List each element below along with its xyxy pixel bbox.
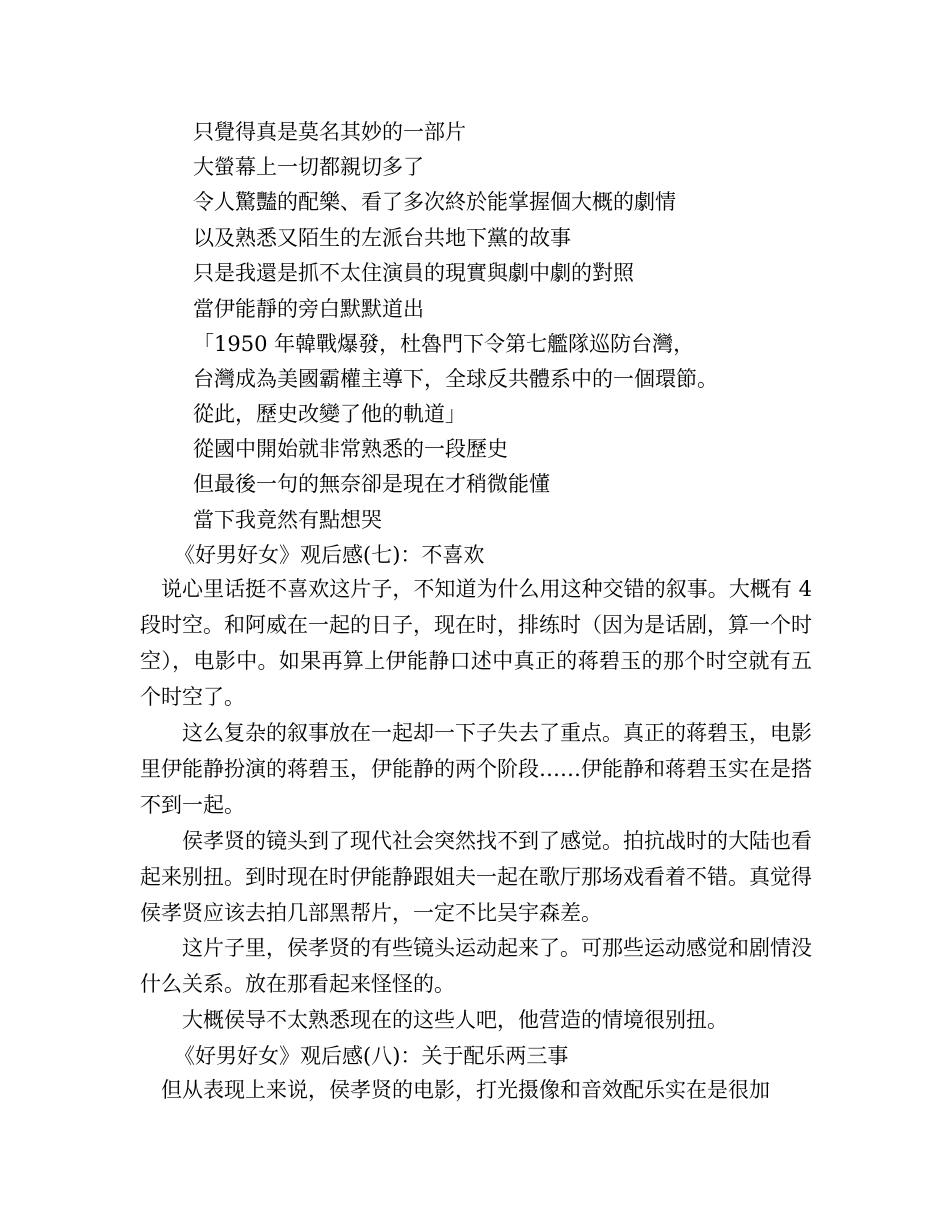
poem-line: 當伊能靜的旁白默默道出 — [193, 297, 424, 321]
paragraph: 这么复杂的叙事放在一起却一下子失去了重点。真正的蒋碧玉，电影里伊能静扮演的蒋碧玉，伊能静的两个阶段……伊能静和蒋碧玉实在是搭不到一起。 — [140, 721, 812, 817]
poem-line: 從國中開始就非常熟悉的一段歷史 — [193, 437, 508, 461]
poem-line: 從此，歷史改變了他的軌道」 — [193, 402, 466, 426]
poem-line: 當下我竟然有點想哭 — [193, 508, 382, 532]
poem-line: 令人驚豔的配樂、看了多次終於能掌握個大概的劇情 — [193, 190, 676, 214]
section-heading: 《好男好女》观后感(七)：不喜欢 — [174, 543, 485, 567]
paragraph: 大概侯导不太熟悉现在的这些人吧，他营造的情境很别扭。 — [140, 1008, 728, 1032]
poem-line: 只覺得真是莫名其妙的一部片 — [193, 120, 466, 144]
poem-line: 「1950 年韓戰爆發，杜魯門下令第七艦隊巡防台灣， — [193, 332, 695, 356]
poem-line: 台灣成為美國霸權主導下，全球反共體系中的一個環節。 — [193, 367, 718, 391]
paragraph: 侯孝贤的镜头到了现代社会突然找不到了感觉。拍抗战时的大陆也看起来别扭。到时现在时伊能静跟姐夫一起在歌厅那场戏看着不错。真觉得侯孝贤应该去拍几部黑帮片，一定不比吴宇森差。 — [140, 829, 812, 925]
poem-line: 只是我還是抓不太住演員的現實與劇中劇的對照 — [193, 261, 634, 285]
paragraph: 这片子里，侯孝贤的有些镜头运动起来了。可那些运动感觉和剧情没什么关系。放在那看起来怪怪的。 — [140, 936, 812, 996]
paragraph: 说心里话挺不喜欢这片子，不知道为什么用这种交错的叙事。大概有 4 段时空。和阿威在一起的日子，现在时，排练时（因为是话剧，算一个时空），电影中。如果再算上伊能静口述中真正的蒋碧玉的那个时空就有五个时空了。 — [140, 577, 812, 709]
poem-line: 大螢幕上一切都親切多了 — [193, 155, 424, 179]
poem-line: 以及熟悉又陌生的左派台共地下黨的故事 — [193, 226, 571, 250]
poem-line: 但最後一句的無奈卻是現在才稍微能懂 — [193, 472, 550, 496]
section-heading: 《好男好女》观后感(八)：关于配乐两三事 — [174, 1044, 569, 1068]
paragraph: 但从表现上来说，侯孝贤的电影，打光摄像和音效配乐实在是很加 — [140, 1078, 770, 1102]
